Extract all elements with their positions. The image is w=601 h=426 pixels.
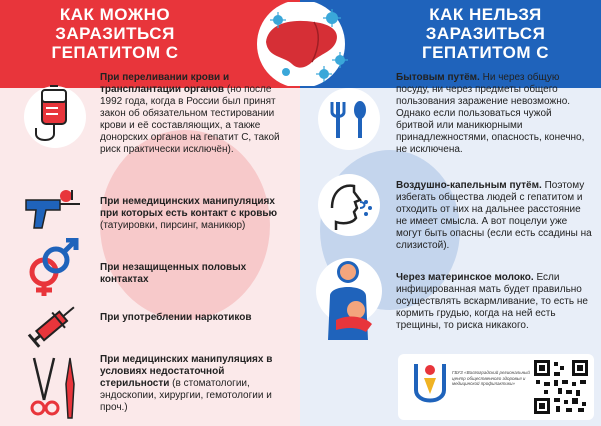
left-item-nonmedical [100, 196, 292, 232]
right-item-milk-text: Если инфицированная мать будет правильно осуществлять вскармливание, то есть не кормить грудью, когда на ней есть трещины, то риска никакого. [396, 272, 588, 331]
right-item-household-bold: Бытовым путём. [396, 72, 480, 83]
cutlery-icon [326, 96, 372, 142]
logo-icon [410, 360, 450, 410]
surgical-tools-icon [20, 354, 84, 420]
right-item-airborne-bold: Воздушно-капельным путём. [396, 180, 542, 191]
left-item-transfusion [100, 72, 292, 156]
left-item-nonmedical-bold: При немедицинских манипуляциях при которых есть контакт с кровью [100, 196, 278, 219]
left-item-medical [100, 354, 296, 414]
left-item-sexual [100, 262, 260, 286]
right-item-household [396, 72, 592, 156]
right-item-airborne-text: Поэтому избегать общества людей с гепатитом и отходить от них на дальнее расстояние не имеет смысла. А вот поцелуи уже могут быть опасны (если есть ссадины на слизистой). [396, 180, 592, 251]
left-item-nonmedical-text: (татуировки, пирсинг, маникюр) [100, 220, 246, 231]
qr-code-icon[interactable] [532, 358, 590, 416]
blood-bag-icon [28, 84, 84, 148]
left-item-sexual-bold: При незащищенных половых контактах [100, 262, 247, 285]
gender-symbols-icon [20, 238, 84, 298]
syringe-icon [24, 296, 84, 352]
left-item-drugs [100, 312, 292, 324]
right-item-household-text: Ни через общую посуду, ни через предметы общего пользования заражение невозможно. Однако если пользоваться чужой бритвой или маникюрными принадлежностями, опасность, конечно, не исключена. [396, 72, 585, 155]
left-item-transfusion-bold: При переливании крови и трансплантации органов [100, 72, 230, 95]
left-header-title: КАК МОЖНО ЗАРАЗИТЬСЯ ГЕПАТИТОМ С [51, 5, 179, 62]
sneeze-icon [322, 178, 378, 234]
right-item-milk-bold: Через материнское молоко. [396, 272, 534, 283]
right-header-title: КАК НЕЛЬЗЯ ЗАРАЗИТЬСЯ ГЕПАТИТОМ С [421, 5, 550, 62]
left-item-medical-text: (в стоматологии, эндоскопии, хирургии, гемотологии и проч.) [100, 378, 272, 413]
right-item-airborne [396, 180, 592, 252]
left-item-transfusion-text: (но после 1992 года, когда в России был принят закон об обязательном тестировании крови и её составляющих, а также донорских органов на гепатит С, такой риск практически исключён). [100, 84, 280, 155]
footer-org-text: ГБУЗ «Волгоградский региональный центр общественного здоровья и медицинской профилактики» [452, 370, 530, 386]
tattoo-machine-icon [20, 180, 84, 236]
left-item-medical-bold: При медицинских манипуляциях в условиях недостаточной стерильности [100, 354, 273, 389]
right-item-milk [396, 272, 592, 332]
left-item-drugs-bold: При употреблении наркотиков [100, 312, 252, 323]
breastfeeding-icon [318, 254, 382, 344]
